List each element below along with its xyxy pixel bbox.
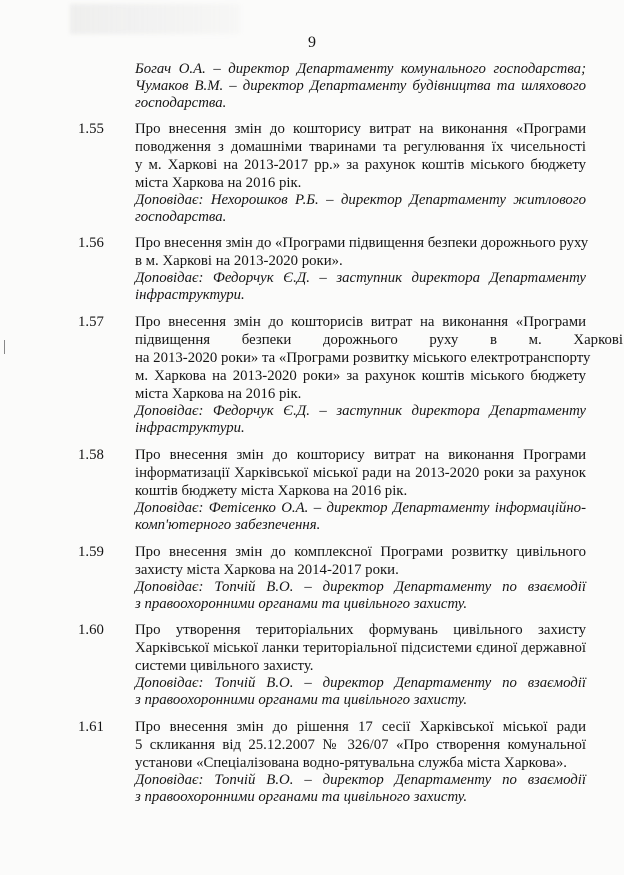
item-number: 1.57	[78, 314, 104, 330]
item-text-line: Про внесення змін до рішення 17 сесії Харківської міської ради	[135, 719, 586, 735]
item-number: 1.60	[78, 622, 104, 638]
speaker-line: інфраструктури.	[135, 287, 245, 303]
item-text-line: в м. Харкові на 2013-2020 роки».	[135, 253, 343, 269]
item-text-line: міста Харкова на 2016 рік.	[135, 175, 302, 191]
item-text-line: поводження з домашніми тваринами та регулювання їх чисельності	[135, 139, 586, 155]
item-text-line: Про внесення змін до кошторисів витрат на виконання «Програми	[135, 314, 586, 330]
speaker-line: Доповідає: Нехорошков Р.Б. – директор Департаменту житлового	[135, 192, 586, 208]
speaker-line: Доповідає: Топчій В.О. – директор Департаменту по взаємодії	[135, 675, 586, 691]
item-text-line: інформатизації Харківської міської ради на 2013-2020 роки за рахунок	[135, 465, 586, 481]
scan-margin-mark	[4, 340, 5, 354]
item-text-line: установи «Спеціалізована водно-рятувальна служба міста Харкова».	[135, 755, 567, 771]
speaker-line: господарства.	[135, 209, 227, 225]
speaker-line: Доповідає: Федорчук Є.Д. – заступник директора Департаменту	[135, 270, 586, 286]
item-number: 1.61	[78, 719, 104, 735]
item-text-line: Харківської міської ланки територіальної підсистеми єдиної державної	[135, 640, 586, 656]
item-text-line: Про внесення змін до комплексної Програми розвитку цивільного	[135, 544, 586, 560]
intro-line: Чумаков В.М. – директор Департаменту будівництва та шляхового	[135, 78, 586, 94]
page-number: 9	[308, 34, 316, 51]
item-text-line: Про внесення змін до «Програми підвищення безпеки дорожнього руху	[135, 235, 589, 251]
speaker-line: Доповідає: Фетісенко О.А. – директор Департаменту інформаційно-	[135, 500, 586, 516]
scan-smudge	[70, 4, 240, 34]
speaker-line: Доповідає: Федорчук Є.Д. – заступник директора Департаменту	[135, 403, 586, 419]
intro-line: господарства.	[135, 95, 227, 111]
speaker-line: з правоохоронними органами та цивільного захисту.	[135, 692, 468, 708]
speaker-line: інфраструктури.	[135, 420, 245, 436]
item-number: 1.55	[78, 121, 104, 137]
item-text-line: м. Харкова на 2013-2020 роки» за рахунок коштів міського бюджету	[135, 368, 586, 384]
speaker-line: з правоохоронними органами та цивільного захисту.	[135, 596, 468, 612]
item-text-line: захисту міста Харкова на 2014-2017 роки.	[135, 562, 399, 578]
item-text-line: 5 скликання від 25.12.2007 № 326/07 «Про створення комунальної	[135, 737, 586, 753]
item-text-line: Про утворення територіальних формувань цивільного захисту	[135, 622, 586, 638]
intro-line: Богач О.А. – директор Департаменту комунального господарства;	[135, 61, 586, 77]
speaker-line: з правоохоронними органами та цивільного захисту.	[135, 789, 468, 805]
item-text-line: на 2013-2020 роки» та «Програми розвитку міського електротранспорту	[135, 350, 591, 366]
item-number: 1.59	[78, 544, 104, 560]
item-text-line: підвищення безпеки дорожнього руху в м. Харкові	[135, 332, 623, 348]
item-text-line: міста Харкова на 2016 рік.	[135, 386, 302, 402]
item-text-line: Про внесення змін до кошторису витрат на виконання Програми	[135, 447, 586, 463]
item-text-line: у м. Харкові на 2013-2017 рр.» за рахунок коштів міського бюджету	[135, 157, 586, 173]
speaker-line: Доповідає: Топчій В.О. – директор Департаменту по взаємодії	[135, 772, 586, 788]
speaker-line: комп'ютерного забезпечення.	[135, 517, 321, 533]
item-text-line: Про внесення змін до кошторису витрат на виконання «Програми	[135, 121, 586, 137]
speaker-line: Доповідає: Топчій В.О. – директор Департаменту по взаємодії	[135, 579, 586, 595]
item-number: 1.56	[78, 235, 104, 251]
item-text-line: системи цивільного захисту.	[135, 658, 314, 674]
item-text-line: коштів бюджету міста Харкова на 2016 рік.	[135, 483, 408, 499]
item-number: 1.58	[78, 447, 104, 463]
